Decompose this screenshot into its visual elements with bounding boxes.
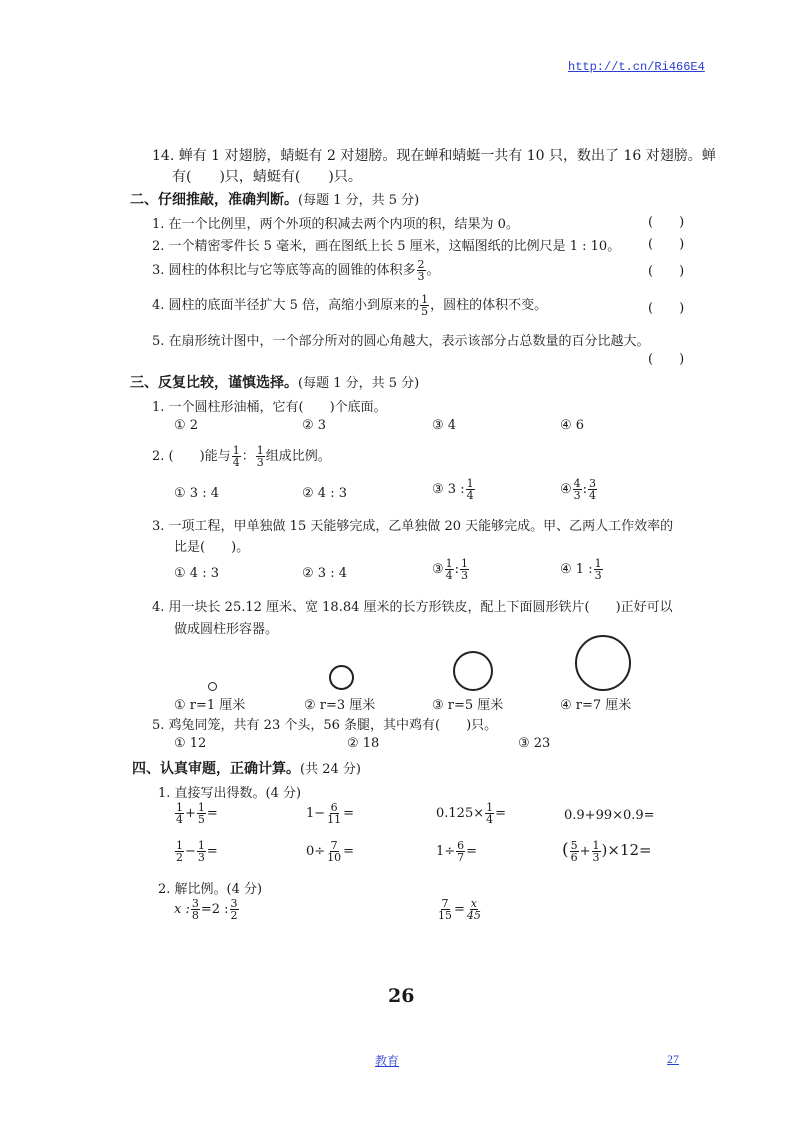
section3-heading: [130, 372, 419, 392]
fraction: $\frac{1}{3}$: [594, 557, 602, 582]
choice-q4-line1: 4. 用一块长 25.12 厘米、宽 18.84 厘米的长方形铁皮，配上下面圆形铁片( )正好可以: [152, 600, 673, 615]
page-number: 26: [388, 985, 415, 1007]
judge-item-2: 2. 一个精密零件长 5 毫米，画在图纸上长 5 厘米，这幅图纸的比例尺是 1 : 10。: [152, 239, 621, 254]
judge-bracket-3[interactable]: ( ): [648, 264, 685, 279]
q14-line2: 有( )只，蜻蜓有( )只。: [172, 169, 362, 185]
proportion-1: x : $\frac{3}{8}$ =2 : $\frac{3}{2}$: [174, 897, 238, 922]
judge-item-4-end: ，圆柱的体积不变。: [430, 298, 548, 313]
fraction: $\frac{3}{4}$: [589, 477, 597, 502]
calc-expression-6: 0÷ $\frac{7}{10}$ =: [306, 839, 355, 864]
judge-item-4: [152, 294, 547, 317]
fraction: $\frac{4}{3}$: [573, 477, 581, 502]
choice-q1-opt2[interactable]: ② 3: [302, 418, 327, 433]
judge-item-3-end: 。: [426, 263, 440, 278]
calc-expression-3: 0.125× $\frac{1}{4}$ =: [436, 801, 507, 826]
circle-r3-icon: [329, 665, 354, 690]
fraction: $\frac{1}{4}$: [466, 477, 474, 502]
choice-q5-opt2[interactable]: ② 18: [347, 736, 380, 751]
choice-q3-opt3[interactable]: ③ $\frac{1}{4}$ : $\frac{1}{3}$: [432, 557, 469, 582]
fraction: $\frac{1}{4}$: [232, 444, 240, 469]
choice-q2-opt4[interactable]: ④ $\frac{4}{3}$ : $\frac{3}{4}$: [560, 477, 597, 502]
section4-sub1: 1. 直接写出得数。(4 分): [158, 786, 302, 801]
section4-note: (共 24 分): [300, 762, 361, 777]
footer-link[interactable]: 教育: [375, 1054, 400, 1068]
judge-item-4-text: 4. 圆柱的底面半径扩大 5 倍，高缩小到原来的: [152, 298, 420, 313]
section2-note: (每题 1 分，共 5 分): [298, 193, 420, 208]
choice-q2-opt3[interactable]: ③ 3 : $\frac{1}{4}$: [432, 477, 474, 502]
section3-title: 三、反复比较，谨慎选择。: [130, 375, 298, 391]
judge-item-5: 5. 在扇形统计图中，一个部分所对的圆心角越大，表示该部分占总数量的百分比越大。: [152, 334, 650, 349]
choice-q3-opt1[interactable]: ① 4 : 3: [174, 566, 219, 581]
proportion-2: $\frac{7}{15}$ = $\frac{x}{45}$: [438, 897, 481, 922]
judge-bracket-2[interactable]: ( ): [648, 237, 685, 252]
judge-bracket-1[interactable]: ( ): [648, 215, 685, 230]
fraction: $\frac{2}{3}$: [417, 258, 425, 283]
choice-q4-opt2[interactable]: ② r=3 厘米: [304, 698, 376, 713]
calc-expression-2: 1− $\frac{6}{11}$ =: [306, 801, 355, 826]
section2-title: 二、仔细推敲，准确判断。: [130, 192, 298, 208]
section4-sub2: 2. 解比例。(4 分): [158, 882, 263, 897]
calc-expression-1: $\frac{1}{4}$ + $\frac{1}{5}$ =: [176, 801, 218, 826]
fraction: $\frac{1}{3}$: [256, 444, 264, 469]
circle-r1-icon: [208, 682, 217, 691]
circle-r7-icon: [575, 635, 631, 691]
judge-item-3-text: 3. 圆柱的体积比与它等底等高的圆锥的体积多: [152, 263, 416, 278]
fraction: $\frac{1}{4}$: [445, 557, 453, 582]
choice-q4-opt4[interactable]: ④ r=7 厘米: [560, 698, 632, 713]
judge-bracket-5[interactable]: ( ): [648, 352, 685, 367]
section4-title: 四、认真审题，正确计算。: [132, 761, 300, 777]
choice-q2-opt2[interactable]: ② 4 : 3: [302, 486, 347, 501]
choice-q4-line2: 做成圆柱形容器。: [174, 622, 279, 637]
choice-q4-opt3[interactable]: ③ r=5 厘米: [432, 698, 504, 713]
judge-bracket-4[interactable]: ( ): [648, 301, 685, 316]
choice-q2: 2. ( )能与 $\frac{1}{4}$ ： $\frac{1}{3}$ 组成比例。: [152, 444, 331, 469]
calc-expression-7: 1÷ $\frac{6}{7}$ =: [436, 839, 478, 864]
choice-q3-opt2[interactable]: ② 3 : 4: [302, 566, 347, 581]
choice-q1-opt3[interactable]: ③ 4: [432, 418, 457, 433]
section3-note: (每题 1 分，共 5 分): [298, 376, 420, 391]
calc-expression-4: 0.9+99×0.9=: [564, 808, 655, 823]
footer-page-link[interactable]: 27: [667, 1052, 679, 1066]
judge-item-3: [152, 259, 440, 282]
choice-q1: 1. 一个圆柱形油桶，它有( )个底面。: [152, 400, 387, 415]
judge-item-1: 1. 在一个比例里，两个外项的积减去两个内项的积，结果为 0。: [152, 217, 519, 232]
calc-expression-5: $\frac{1}{2}$ − $\frac{1}{3}$ =: [176, 839, 218, 864]
section4-heading: [132, 758, 361, 778]
choice-q2-opt1[interactable]: ① 3 : 4: [174, 486, 219, 501]
choice-q5: 5. 鸡兔同笼，共有 23 个头，56 条腿，其中鸡有( )只。: [152, 718, 498, 733]
fraction: $\frac{1}{3}$: [461, 557, 469, 582]
choice-q1-opt4[interactable]: ④ 6: [560, 418, 585, 433]
choice-q5-opt1[interactable]: ① 12: [174, 736, 207, 751]
choice-q3-line1: 3. 一项工程，甲单独做 15 天能够完成，乙单独做 20 天能够完成。甲、乙两人工作效率的: [152, 519, 674, 534]
choice-q1-opt1[interactable]: ① 2: [174, 418, 199, 433]
choice-q4-opt1[interactable]: ① r=1 厘米: [174, 698, 246, 713]
fraction: $\frac{1}{5}$: [421, 293, 429, 318]
section2-heading: [130, 189, 419, 209]
header-url-link[interactable]: http://t.cn/Ri466E4: [568, 60, 705, 74]
q14-line1: 14. 蝉有 1 对翅膀，蜻蜓有 2 对翅膀。现在蝉和蜻蜓一共有 10 只，数出了 16 对翅膀。蝉: [152, 148, 716, 164]
circle-r5-icon: [453, 651, 493, 691]
choice-q3-opt4[interactable]: ④ 1 : $\frac{1}{3}$: [560, 557, 602, 582]
choice-q3-line2: 比是( )。: [174, 540, 250, 555]
choice-q5-opt3[interactable]: ③ 23: [518, 736, 551, 751]
calc-expression-8: ( $\frac{5}{6}$ + $\frac{1}{3}$ )×12=: [562, 839, 652, 864]
